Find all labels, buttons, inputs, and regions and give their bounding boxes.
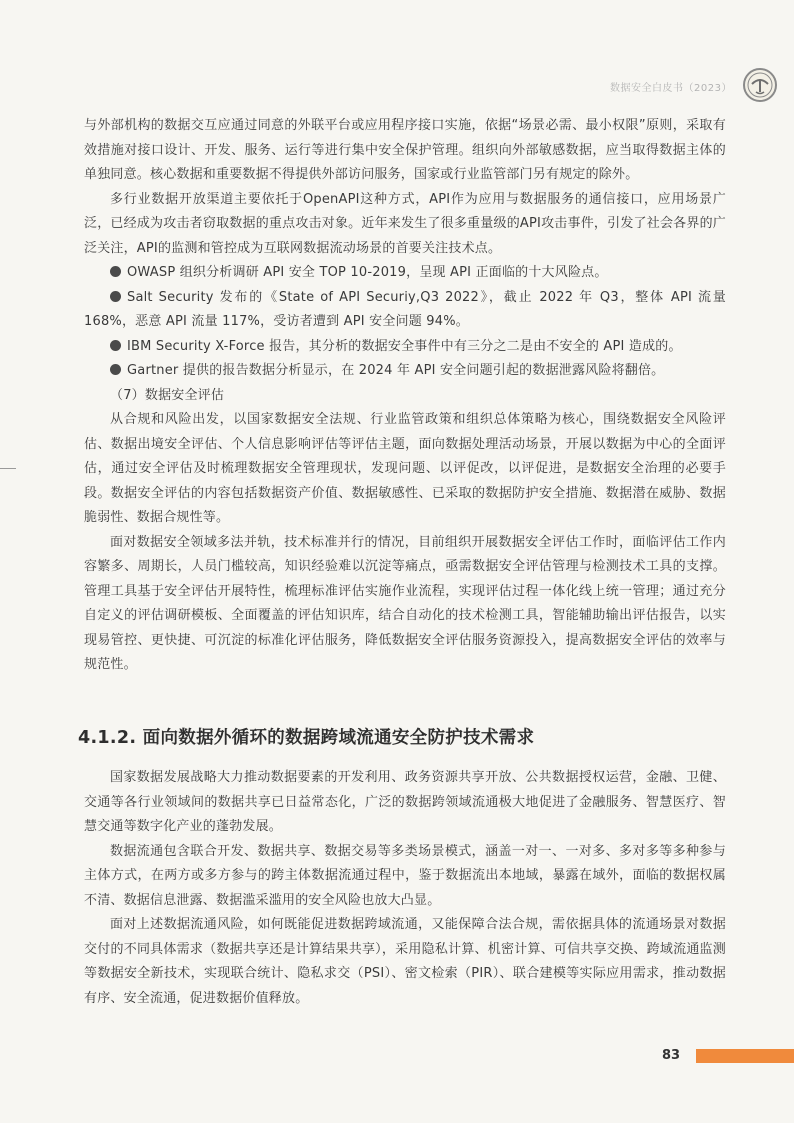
margin-mark [0, 468, 16, 469]
paragraph-openapi: 多行业数据开放渠道主要依托于OpenAPI这种方式，API作为应用与数据服务的通信接口，应用场景广泛，已经成为攻击者窃取数据的重点攻击对象。近年来发生了很多重量级的API攻击事件，引发了社会各界的广泛关注，API的监测和管控成为互联网数据流动场景的首要关注技术点。 [84, 191, 726, 256]
paragraph-circulation-risks: 面对上述数据流通风险，如何既能促进数据跨域流通，又能保障合法合规，需依据具体的流通场景对数据交付的不同具体需求（数据共享还是计算结果共享），采用隐私计算、机密计算、可信共享交换、跨域流通监测等数据安全新技术，实现联合统计、隐私求交（PSI）、密文检索（PIR）、联合建模等实际应用需求，推动数据有序、安全流通，促进数据价值释放。 [84, 917, 726, 1006]
bullet-text: Gartner 提供的报告数据分析显示，在 2024 年 API 安全问题引起的数据泄露风险将翻倍。 [127, 363, 665, 378]
section-heading: 4.1.2. 面向数据外循环的数据跨域流通安全防护技术需求 [78, 728, 535, 748]
running-head: 数据安全白皮书（2023） [610, 83, 732, 94]
bullet-dot-icon [110, 291, 121, 302]
bullet-text: OWASP 组织分析调研 API 安全 TOP 10-2019，呈现 API 正面临的十大风险点。 [127, 265, 608, 280]
page-number: 83 [662, 1048, 681, 1063]
bullet-text: Salt Security 发布的《State of API Securiy,Q3 2022》，截止 2022 年 Q3，整体 API 流量 168%，恶意 API 流量 117%，受访者遭到 API 安全问题 94%。 [84, 289, 726, 329]
bullet-dot-icon [110, 364, 121, 375]
paragraph-assessment-tools: 面对数据安全领域多法并轨，技术标准并行的情况，目前组织开展数据安全评估工作时，面临评估工作内容繁多、周期长，人员门槛较高，知识经验难以沉淀等痛点，亟需数据安全评估管理与检测技术工具的支撑。管理工具基于安全评估开展特性，梳理标准评估实施作业流程，实现评估过程一体化线上统一管理；通过充分自定义的评估调研模板、全面覆盖的评估知识库，结合自动化的技术检测工具，智能辅助输出评估报告，以实现易管控、更快捷、可沉淀的标准化评估服务，降低数据安全评估服务资源投入，提高数据安全评估的效率与规范性。 [84, 534, 726, 672]
body-text-top [84, 114, 726, 678]
body-text-section [84, 766, 726, 1011]
bullet-item-ibm [84, 335, 726, 360]
paragraph-interface-management: 与外部机构的数据交互应通过同意的外联平台或应用程序接口实施，依据“场景必需、最小权限”原则，采取有效措施对接口设计、开发、服务、运行等进行集中安全保护管理。组织向外部敏感数据，应当取得数据主体的单独同意。核心数据和重要数据不得提供外部访问服务，国家或行业监管部门另有规定的除外。 [84, 118, 726, 182]
bullet-dot-icon [110, 266, 121, 277]
paragraph-circulation-modes: 数据流通包含联合开发、数据共享、数据交易等多类场景模式，涵盖一对一、一对多、多对多等多种参与主体方式，在两方或多方参与的跨主体数据流通过程中，鉴于数据流出本地域，暴露在域外，面临的数据权属不清、数据信息泄露、数据滥采滥用的安全风险也放大凸显。 [84, 843, 726, 908]
bullet-item-salt-security [84, 286, 726, 335]
paragraph-assessment-scope: 从合规和风险出发，以国家数据安全法规、行业监管政策和组织总体策略为核心，围绕数据安全风险评估、数据出境安全评估、个人信息影响评估等评估主题，面向数据处理活动场景，开展以数据为中心的全面评估，通过安全评估及时梳理数据安全管理现状，发现问题、以评促改，以评促进，是数据安全治理的必要手段。数据安全评估的内容包括数据资产价值、数据敏感性、已采取的数据防护安全措施、数据潜在威胁、数据脆弱性、数据合规性等。 [84, 412, 726, 525]
footer-accent-bar [696, 1049, 794, 1063]
paragraph-national-strategy: 国家数据发展战略大力推动数据要素的开发利用、政务资源共享开放、公共数据授权运营，金融、卫健、交通等各行业领域间的数据共享已日益常态化，广泛的数据跨领域流通极大地促进了金融服务、智慧医疗、智慧交通等数字化产业的蓬勃发展。 [84, 770, 726, 834]
bullet-text: IBM Security X-Force 报告，其分析的数据安全事件中有三分之二是由不安全的 API 造成的。 [127, 338, 682, 354]
bullet-item-gartner [84, 359, 726, 384]
bullet-dot-icon [110, 340, 121, 351]
circular-seal-icon [743, 68, 777, 102]
sub-heading-data-security-assessment: （7）数据安全评估 [110, 387, 225, 403]
bullet-item-owasp [84, 261, 726, 286]
